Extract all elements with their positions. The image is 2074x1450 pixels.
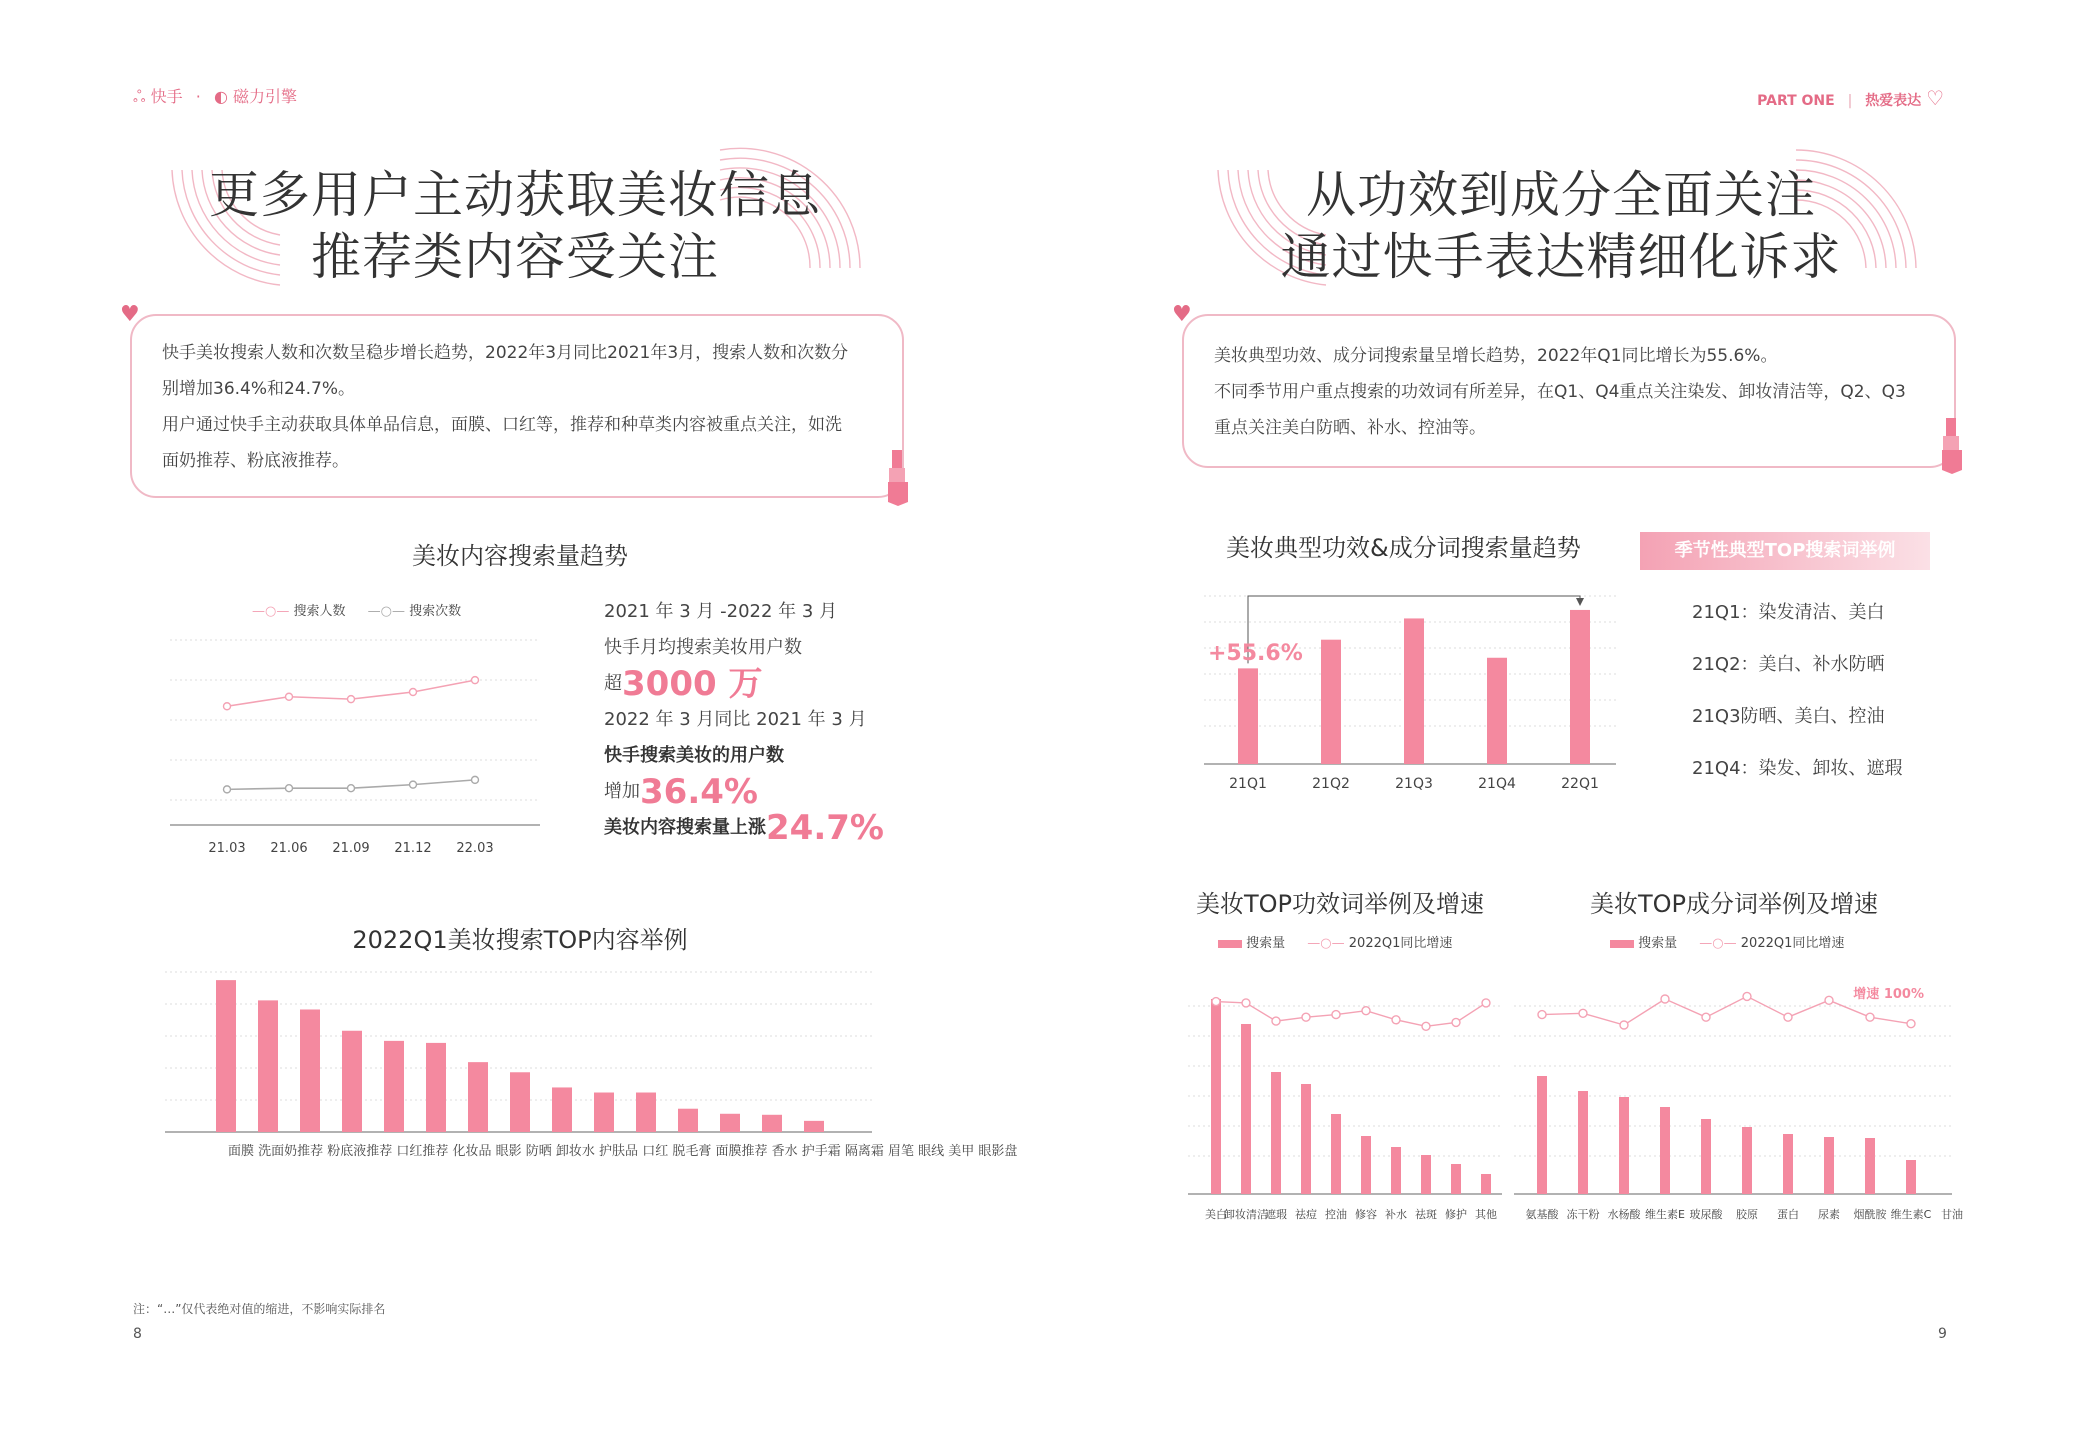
growth-point bbox=[1212, 998, 1220, 1006]
lipstick-icon-right bbox=[1940, 418, 1964, 474]
data-point bbox=[410, 689, 417, 696]
growth-point bbox=[1272, 1017, 1280, 1025]
growth-point bbox=[1784, 1013, 1792, 1021]
growth-point bbox=[1866, 1013, 1874, 1021]
legend-line-gray-icon: —○— bbox=[367, 604, 405, 619]
data-point bbox=[286, 785, 293, 792]
bar bbox=[1301, 1084, 1311, 1194]
legend-bar-swatch-2 bbox=[1610, 940, 1634, 948]
bar bbox=[1537, 1076, 1547, 1194]
chart5-title: 美妆TOP成分词举例及增速 bbox=[1590, 890, 1879, 918]
data-point bbox=[410, 781, 417, 788]
bar bbox=[1321, 640, 1341, 764]
stats-row-increase bbox=[604, 774, 894, 810]
stats-line4: 2022 年 3 月同比 2021 年 3 月 bbox=[604, 709, 867, 730]
growth-point bbox=[1907, 1020, 1915, 1028]
stats-line7: 美妆内容搜索量上涨 bbox=[604, 817, 766, 838]
chart3-title: 美妆典型功效&成分词搜索量趋势 bbox=[1226, 534, 1581, 562]
stats-prefix2: 增加 bbox=[604, 781, 640, 802]
growth-arrow bbox=[1576, 598, 1584, 606]
x-tick-label: 补水 bbox=[1385, 1208, 1407, 1221]
stats-line5: 快手搜索美妆的用户数 bbox=[604, 745, 784, 766]
season-banner: 季节性典型TOP搜索词举例 bbox=[1640, 532, 1930, 570]
page-number-right: 9 bbox=[1938, 1326, 1947, 1342]
chart4-legend bbox=[1218, 932, 1452, 951]
x-tick-label: 22Q1 bbox=[1561, 776, 1599, 792]
part-separator: | bbox=[1847, 93, 1853, 109]
left-summary-text bbox=[162, 335, 882, 479]
growth-point bbox=[1743, 992, 1751, 1000]
bar bbox=[804, 1121, 824, 1132]
logo-dot: · bbox=[195, 87, 201, 106]
legend-bar-swatch bbox=[1218, 940, 1242, 948]
logo-right-text: 磁力引擎 bbox=[233, 87, 298, 106]
chart4-legend-line: 2022Q1同比增速 bbox=[1348, 936, 1453, 951]
chart4-combo-chart bbox=[1186, 966, 1506, 1226]
left-summary-line4: 面奶推荐、粉底液推荐。 bbox=[162, 451, 349, 471]
x-tick-label: 祛斑 bbox=[1415, 1208, 1437, 1221]
data-point bbox=[472, 776, 479, 783]
x-tick-label: 尿素 bbox=[1818, 1208, 1840, 1221]
growth-annotation: +55.6% bbox=[1208, 641, 1303, 666]
chart5-legend-line: 2022Q1同比增速 bbox=[1740, 936, 1845, 951]
logo-left-text: 快手 bbox=[150, 87, 183, 106]
chart1-line-chart bbox=[160, 630, 550, 860]
growth-point bbox=[1482, 999, 1490, 1007]
heart-icon-right: ♥ bbox=[1172, 302, 1192, 327]
part-sub-text: 热爱表达 bbox=[1865, 93, 1922, 109]
bar bbox=[1701, 1119, 1711, 1194]
chart3-bar-chart bbox=[1196, 582, 1616, 792]
stats-period: 2021 年 3 月 -2022 年 3 月 bbox=[604, 601, 838, 622]
season-q4: 21Q4：染发、卸妆、遮瑕 bbox=[1692, 758, 1903, 779]
x-tick-label: 22.03 bbox=[456, 841, 494, 856]
left-title bbox=[160, 164, 870, 288]
x-tick-label: 维生素E bbox=[1645, 1208, 1685, 1221]
page-number-left: 8 bbox=[133, 1326, 142, 1342]
legend-line-icon-2: —○— bbox=[1699, 936, 1737, 951]
chart1-title: 美妆内容搜索量趋势 bbox=[412, 542, 628, 570]
growth-point bbox=[1302, 1013, 1310, 1021]
stats-panel bbox=[604, 594, 894, 846]
growth-point bbox=[1538, 1011, 1546, 1019]
x-tick-label: 甘油 bbox=[1941, 1208, 1963, 1221]
data-point bbox=[224, 786, 231, 793]
data-point bbox=[286, 693, 293, 700]
chart2-bar-chart bbox=[160, 960, 880, 1140]
bar bbox=[300, 1009, 320, 1132]
bar bbox=[1783, 1134, 1793, 1194]
data-point bbox=[472, 677, 479, 684]
x-tick-label: 21.12 bbox=[394, 841, 432, 856]
heart-icon: ♥ bbox=[120, 302, 140, 327]
left-summary-line1: 快手美妆搜索人数和次数呈稳步增长趋势，2022年3月同比2021年3月，搜索人数和次数分 bbox=[162, 343, 849, 363]
bar bbox=[1487, 658, 1507, 764]
kuaishou-icon: ஃ bbox=[133, 87, 146, 106]
x-tick-label: 遮瑕 bbox=[1265, 1208, 1287, 1221]
bar bbox=[1271, 1072, 1281, 1194]
left-title-line1: 更多用户主动获取美妆信息 bbox=[209, 166, 821, 224]
x-tick-label: 21.06 bbox=[270, 841, 308, 856]
right-summary-line2: 不同季节用户重点搜索的功效词有所差异，在Q1、Q4重点关注染发、卸妆清洁等，Q2、Q3 bbox=[1214, 382, 1906, 402]
bar bbox=[1404, 618, 1424, 764]
growth-point bbox=[1332, 1011, 1340, 1019]
bar bbox=[1211, 999, 1221, 1194]
bar bbox=[594, 1093, 614, 1132]
left-title-line2: 推荐类内容受关注 bbox=[311, 228, 719, 286]
bar bbox=[552, 1087, 572, 1132]
right-summary-line3: 重点关注美白防晒、补水、控油等。 bbox=[1214, 418, 1486, 438]
stats-line2: 快手月均搜索美妆用户数 bbox=[604, 637, 802, 658]
bar bbox=[1570, 610, 1590, 764]
data-point bbox=[224, 703, 231, 710]
growth-point bbox=[1422, 1022, 1430, 1030]
chart1-legend bbox=[252, 600, 461, 619]
chart5-combo-chart bbox=[1512, 966, 1963, 1226]
left-summary-line2: 别增加36.4%和24.7%。 bbox=[162, 379, 356, 399]
growth-point bbox=[1825, 996, 1833, 1004]
bar bbox=[1660, 1107, 1670, 1194]
growth-point bbox=[1702, 1013, 1710, 1021]
bar bbox=[678, 1109, 698, 1132]
growth-line bbox=[1216, 1002, 1486, 1027]
footnote: 注：“…”仅代表绝对值的缩进，不影响实际排名 bbox=[133, 1302, 386, 1316]
bar bbox=[342, 1031, 362, 1132]
legend-line-pink-icon: —○— bbox=[252, 604, 290, 619]
right-title-line1: 从功效到成分全面关注 bbox=[1306, 166, 1816, 224]
chart2-title: 2022Q1美妆搜索TOP内容举例 bbox=[352, 926, 688, 954]
right-title bbox=[1206, 164, 1916, 288]
season-q1: 21Q1：染发清洁、美白 bbox=[1692, 602, 1885, 623]
part-label bbox=[1757, 86, 1944, 110]
bar bbox=[762, 1115, 782, 1132]
stats-row-users bbox=[604, 666, 894, 702]
stats-big1: 3000 万 bbox=[622, 664, 763, 704]
x-tick-label: 21.03 bbox=[208, 841, 246, 856]
x-tick-label: 祛痘 bbox=[1295, 1208, 1317, 1221]
cili-icon: ◐ bbox=[213, 87, 228, 106]
x-tick-label: 21Q3 bbox=[1395, 776, 1433, 792]
left-summary-line3: 用户通过快手主动获取具体单品信息，面膜、口红等，推荐和种草类内容被重点关注，如洗 bbox=[162, 415, 842, 435]
bar bbox=[216, 980, 236, 1132]
x-tick-label: 玻尿酸 bbox=[1689, 1208, 1723, 1221]
bar bbox=[510, 1072, 530, 1132]
x-tick-label: 美白 bbox=[1205, 1208, 1227, 1221]
right-summary-line1: 美妆典型功效、成分词搜索量呈增长趋势，2022年Q1同比增长为55.6%。 bbox=[1214, 346, 1778, 366]
x-tick-label: 冻干粉 bbox=[1566, 1208, 1600, 1221]
x-tick-label: 控油 bbox=[1325, 1208, 1347, 1221]
chart2-category-labels: 面膜 洗面奶推荐 粉底液推荐 口红推荐 化妆品 眼影 防晒 卸妆水 护肤品 口红 脱毛膏 面膜推荐 香水 护手霜 隔离霜 眉笔 眼线 美甲 眼影盘 bbox=[228, 1144, 1018, 1159]
bar bbox=[1451, 1164, 1461, 1194]
stats-big2: 36.4% bbox=[640, 772, 758, 812]
stats-prefix1: 超 bbox=[604, 673, 622, 694]
bar bbox=[720, 1114, 740, 1132]
x-tick-label: 21Q1 bbox=[1229, 776, 1267, 792]
right-title-line2: 通过快手表达精细化诉求 bbox=[1280, 228, 1842, 286]
growth-point bbox=[1579, 1009, 1587, 1017]
bar bbox=[1865, 1138, 1875, 1194]
growth-point bbox=[1661, 995, 1669, 1003]
legend-search-count: 搜索次数 bbox=[409, 604, 462, 619]
chart4-legend-bar: 搜索量 bbox=[1246, 936, 1286, 951]
data-point bbox=[348, 785, 355, 792]
season-q3: 21Q3防晒、美白、控油 bbox=[1692, 706, 1885, 727]
x-tick-label: 蛋白 bbox=[1777, 1208, 1799, 1221]
bar bbox=[636, 1093, 656, 1132]
growth-point bbox=[1620, 1021, 1628, 1029]
bar bbox=[1481, 1174, 1491, 1194]
heart-outline-icon: ♡ bbox=[1926, 86, 1944, 110]
chart5-legend-bar: 搜索量 bbox=[1638, 936, 1678, 951]
part-one-text: PART ONE bbox=[1757, 93, 1835, 109]
brand-logo bbox=[133, 84, 297, 108]
growth-point bbox=[1362, 1007, 1370, 1015]
x-tick-label: 21Q2 bbox=[1312, 776, 1350, 792]
data-point bbox=[348, 696, 355, 703]
lipstick-icon bbox=[886, 450, 910, 506]
x-tick-label: 烟酰胺 bbox=[1853, 1208, 1887, 1221]
bar bbox=[468, 1062, 488, 1132]
chart5-annotation: 增速 100% bbox=[1853, 987, 1924, 1002]
bar bbox=[1361, 1136, 1371, 1194]
x-tick-label: 卸妆清洁 bbox=[1224, 1208, 1268, 1221]
x-tick-label: 21.09 bbox=[332, 841, 370, 856]
bar bbox=[426, 1043, 446, 1132]
bar bbox=[384, 1041, 404, 1132]
legend-search-users: 搜索人数 bbox=[293, 604, 346, 619]
x-tick-label: 21Q4 bbox=[1478, 776, 1516, 792]
bar bbox=[258, 1000, 278, 1132]
stats-big3: 24.7% bbox=[766, 808, 884, 848]
growth-point bbox=[1392, 1016, 1400, 1024]
season-q2: 21Q2：美白、补水防晒 bbox=[1692, 654, 1885, 675]
x-tick-label: 修护 bbox=[1445, 1208, 1467, 1221]
x-tick-label: 水杨酸 bbox=[1607, 1208, 1641, 1221]
legend-line-icon: —○— bbox=[1307, 936, 1345, 951]
bar bbox=[1391, 1147, 1401, 1194]
bar bbox=[1824, 1137, 1834, 1194]
bar bbox=[1906, 1160, 1916, 1194]
bar bbox=[1331, 1114, 1341, 1194]
bar bbox=[1241, 1024, 1251, 1194]
growth-point bbox=[1452, 1018, 1460, 1026]
right-summary-text bbox=[1214, 338, 1934, 446]
x-tick-label: 修容 bbox=[1355, 1208, 1377, 1221]
x-tick-label: 氨基酸 bbox=[1525, 1208, 1559, 1221]
bar bbox=[1421, 1155, 1431, 1194]
x-tick-label: 维生素C bbox=[1890, 1208, 1932, 1221]
bar bbox=[1619, 1097, 1629, 1194]
x-tick-label: 其他 bbox=[1475, 1208, 1497, 1221]
growth-point bbox=[1242, 999, 1250, 1007]
chart4-title: 美妆TOP功效词举例及增速 bbox=[1196, 890, 1485, 918]
stats-row-volume bbox=[604, 810, 894, 846]
bar bbox=[1238, 668, 1258, 764]
x-tick-label: 胶原 bbox=[1736, 1208, 1758, 1221]
chart5-legend bbox=[1610, 932, 1844, 951]
bar bbox=[1742, 1127, 1752, 1194]
bar bbox=[1578, 1091, 1588, 1194]
